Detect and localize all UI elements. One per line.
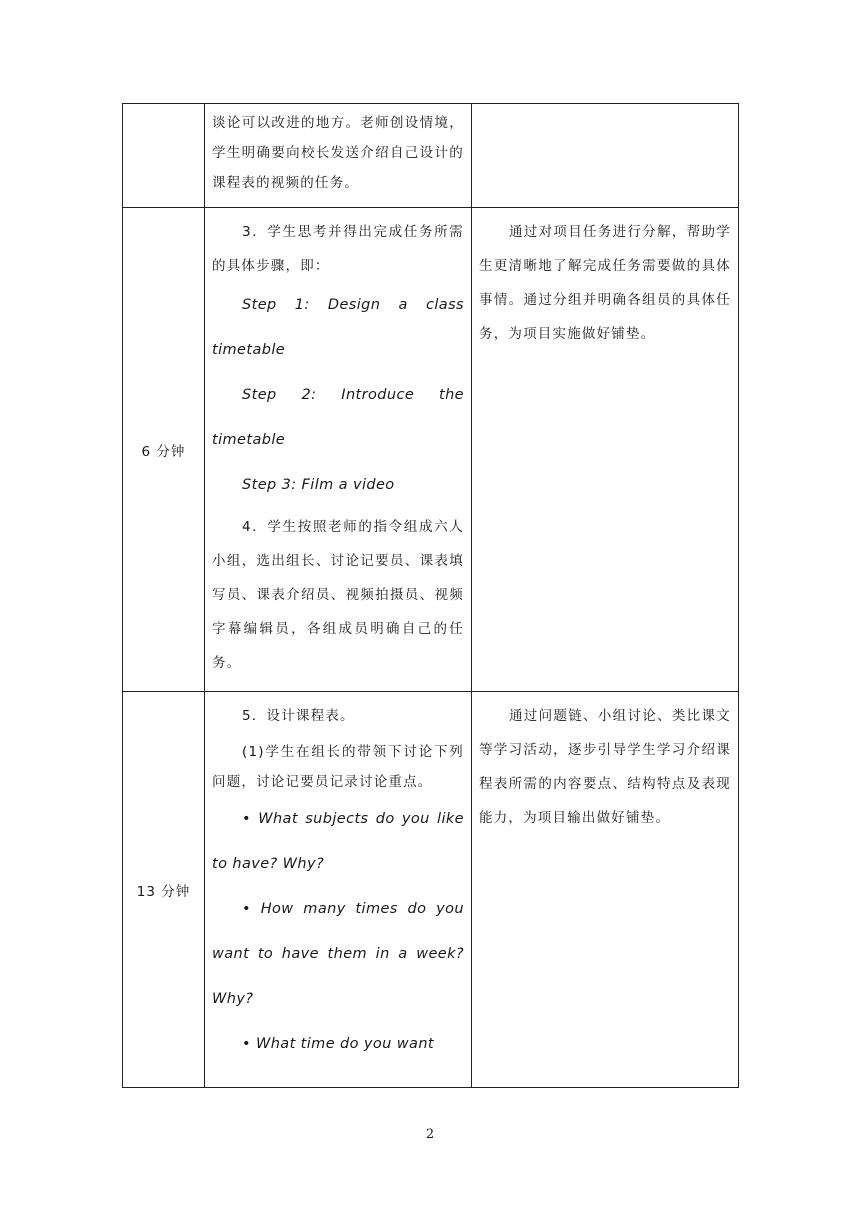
table-row (123, 692, 739, 1088)
intent-text: 通过对项目任务进行分解，帮助学生更清晰地了解完成任务需要做的具体事情。通过分组并明确各组员的具体任务，为项目实施做好铺垫。 (479, 224, 731, 342)
intent-text: 通过问题链、小组讨论、类比课文等学习活动，逐步引导学生学习介绍课程表所需的内容要点、结构特点及表现能力，为项目输出做好铺垫。 (479, 708, 731, 826)
table-row (123, 104, 739, 208)
time-cell: 6 分钟 (123, 208, 205, 692)
question-3: • What time do you want (242, 1036, 434, 1052)
step-1-text: Step 1: Design a class timetable (212, 297, 464, 358)
step-3-text: Step 3: Film a video (242, 477, 395, 493)
page-number: 2 (425, 1127, 435, 1142)
time-cell: 13 分钟 (123, 692, 205, 1088)
activity-sub-1: (1)学生在组长的带领下讨论下列问题，讨论记要员记录讨论重点。 (212, 744, 464, 790)
activity-step-3: 3．学生思考并得出完成任务所需的具体步骤，即： (212, 224, 464, 274)
step-2-text: Step 2: Introduce the timetable (212, 387, 464, 448)
question-2: • How many times do you want to have them in a week? Why? (212, 901, 464, 1007)
intent-cell (472, 104, 739, 208)
activity-text: 谈论可以改进的地方。老师创设情境，学生明确要向校长发送介绍自己设计的课程表的视频的任务。 (212, 115, 464, 191)
table-row (123, 208, 739, 692)
activity-step-5: 5．设计课程表。 (242, 708, 355, 724)
intent-cell (472, 208, 739, 692)
intent-cell (472, 692, 739, 1088)
time-cell (123, 104, 205, 208)
activity-cell (205, 692, 472, 1088)
activity-cell (205, 208, 472, 692)
lesson-plan-table (122, 103, 739, 1088)
activity-cell (205, 104, 472, 208)
question-1: • What subjects do you like to have? Why? (212, 811, 464, 872)
activity-step-4: 4．学生按照老师的指令组成六人小组，选出组长、讨论记要员、课表填写员、课表介绍员、视频拍摄员、视频字幕编辑员，各组成员明确自己的任务。 (212, 519, 464, 671)
